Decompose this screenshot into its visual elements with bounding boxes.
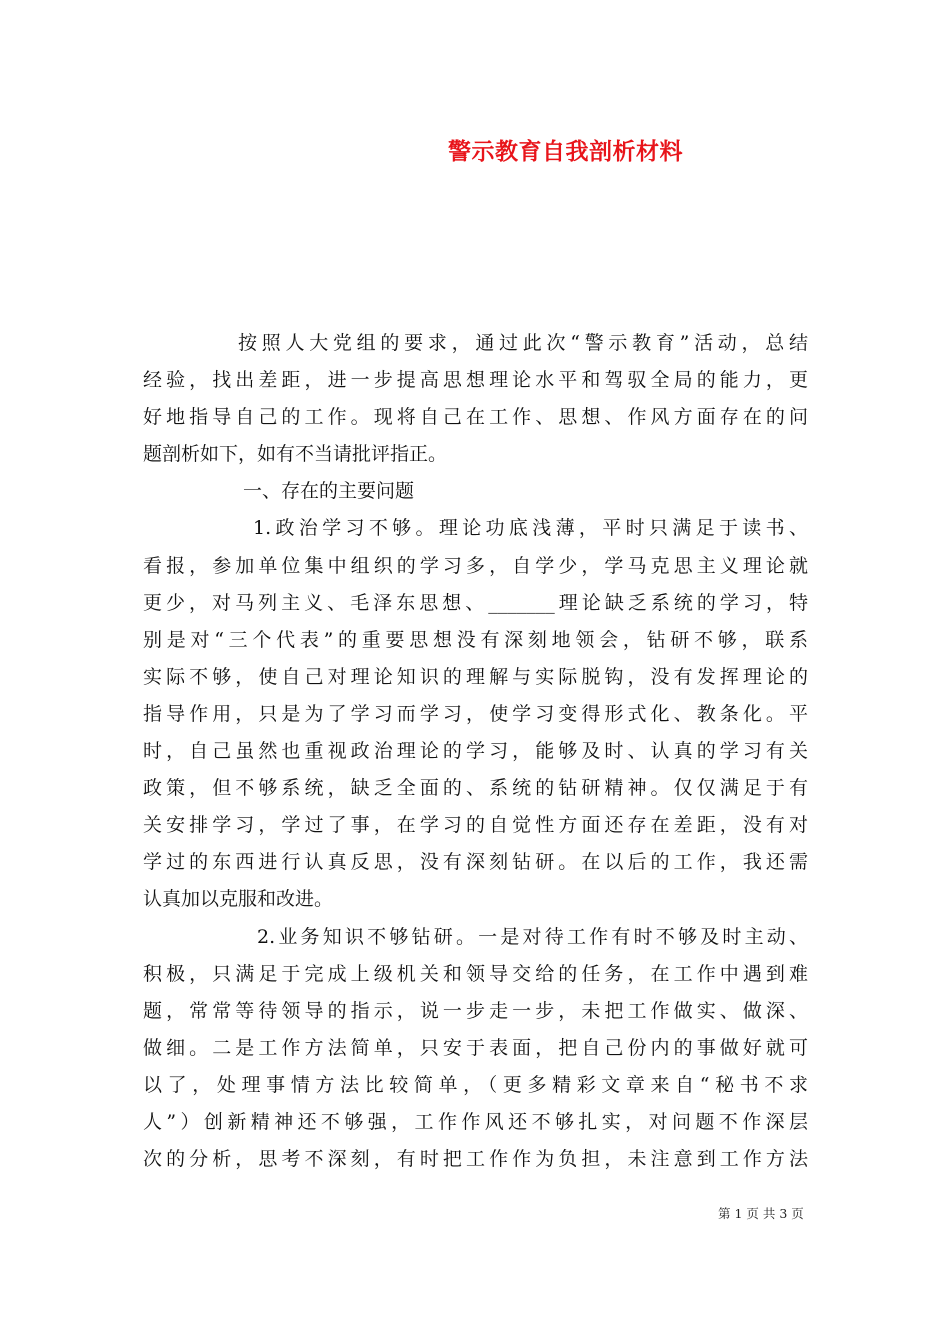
body-line: 经验，找出差距，进一步提高思想理论水平和驾驭全局的能力，更 [143,369,808,392]
body-line: 1.政治学习不够。理论功底浅薄，平时只满足于读书、 [253,517,808,540]
body-line: 题剖析如下，如有不当请批评指正。 [143,443,448,466]
body-line: 实际不够，使自己对理论知识的理解与实际脱钩，没有发挥理论的 [143,665,808,688]
body-line: 积极，只满足于完成上级机关和领导交给的任务，在工作中遇到难 [143,962,808,985]
page-footer: 第 1 页 共 3 页 [718,1206,804,1221]
body-line: 别是对“三个代表”的重要思想没有深刻地领会，钻研不够，联系 [143,628,808,651]
body-line: 关安排学习，学过了事，在学习的自觉性方面还存在差距，没有对 [143,814,808,837]
body-line: 按照人大党组的要求，通过此次“警示教育”活动，总结 [238,332,808,354]
body-line: 做细。二是工作方法简单，只安于表面，把自己份内的事做好就可 [143,1036,808,1059]
body-line: 学过的东西进行认真反思，没有深刻钻研。在以后的工作，我还需 [143,851,808,874]
body-line: 更少，对马列主义、毛泽东思想、_______理论缺乏系统的学习，特 [143,591,808,614]
body-line: 次的分析，思考不深刻，有时把工作作为负担，未注意到工作方法 [143,1148,808,1171]
body-line: 题，常常等待领导的指示，说一步走一步，未把工作做实、做深、 [143,999,808,1022]
body-line: 政策，但不够系统，缺乏全面的、系统的钻研精神。仅仅满足于有 [143,777,808,800]
body-line: 人”）创新精神还不够强，工作作风还不够扎实，对问题不作深层 [143,1110,808,1133]
body-line: 一、存在的主要问题 [243,480,415,503]
body-line: 看报，参加单位集中组织的学习多，自学少，学马克思主义理论就 [143,554,808,577]
body-line: 时，自己虽然也重视政治理论的学习，能够及时、认真的学习有关 [143,740,808,763]
body-line: 认真加以克服和改进。 [143,888,334,911]
document-body [143,325,808,1178]
body-line: 2.业务知识不够钻研。一是对待工作有时不够及时主动、 [257,925,808,948]
body-line: 以了，处理事情方法比较简单，（更多精彩文章来自“秘书不求 [143,1073,808,1096]
document-title: 警示教育自我剖析材料 [448,138,683,165]
body-line: 好地指导自己的工作。现将自己在工作、思想、作风方面存在的问 [143,406,808,429]
body-line: 指导作用，只是为了学习而学习，使学习变得形式化、教条化。平 [143,702,808,725]
